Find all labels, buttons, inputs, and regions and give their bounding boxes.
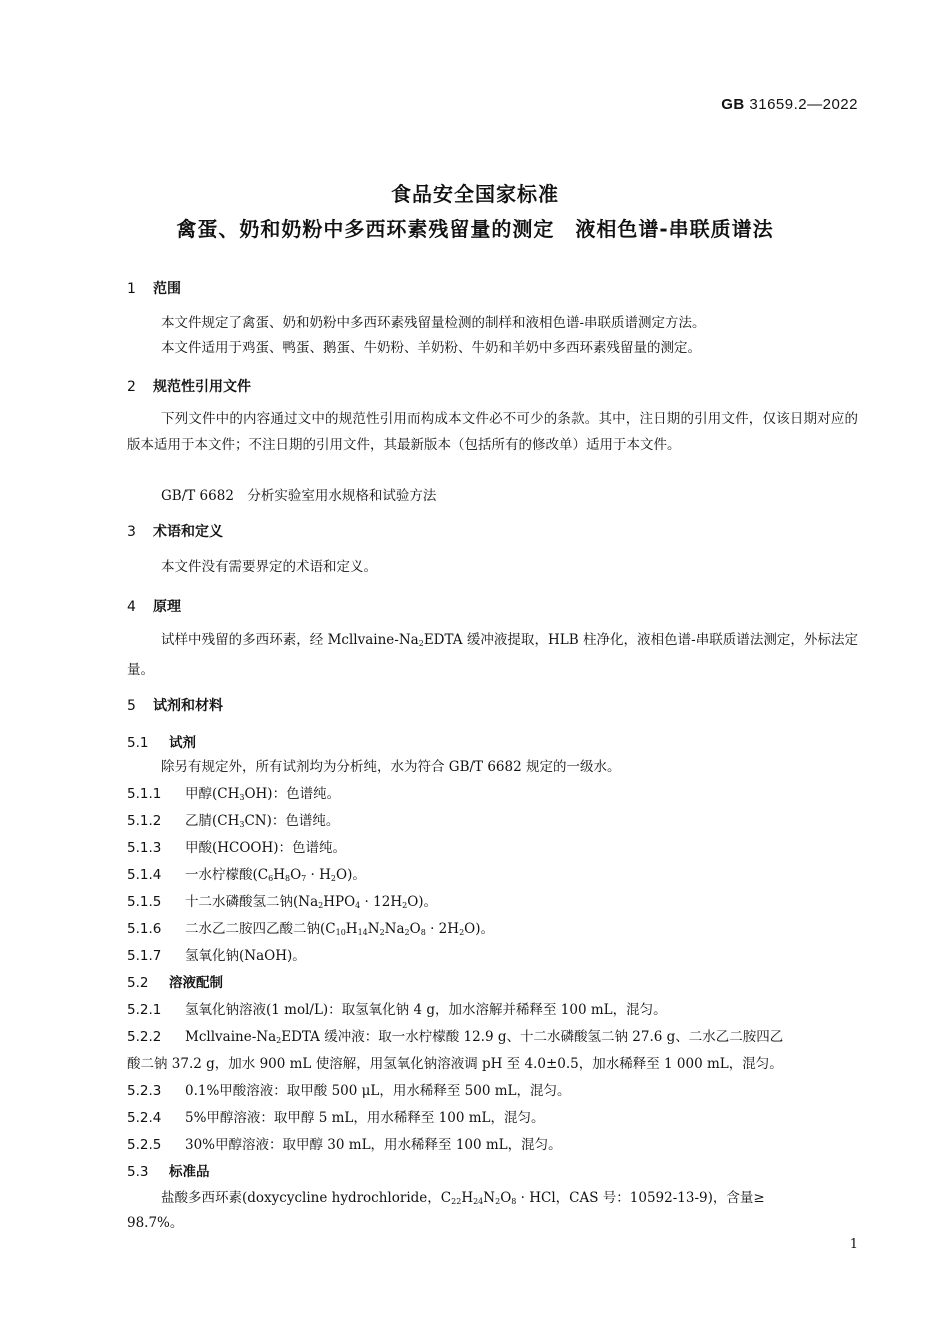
section-3-heading: 3 术语和定义	[127, 524, 223, 540]
section-3-para-1: 本文件没有需要界定的术语和定义。	[161, 559, 377, 575]
solution-item: 5.2.3 0.1%甲酸溶液：取甲酸 500 μL，用水稀释至 500 mL，混匀。	[127, 1083, 571, 1099]
section-2-heading: 2 规范性引用文件	[127, 379, 251, 395]
section-1-para-2: 本文件适用于鸡蛋、鸭蛋、鹅蛋、牛奶粉、羊奶粉、牛奶和羊奶中多西环素残留量的测定。	[161, 340, 701, 356]
clause-5-2-heading: 5.2 溶液配制	[127, 975, 223, 991]
section-5-heading: 5 试剂和材料	[127, 698, 223, 714]
solution-item: 5.2.2 Mcllvaine-$Na_2EDTA$ 缓冲液：取一水柠檬酸 12.9 g、十二水磷酸氢二钠 27.6 g、二水乙二胺四乙	[127, 1029, 784, 1045]
reagent-item: 5.1.5 十二水磷酸氢二钠$(Na_2HPO_4 \cdot 12H_2O)$。	[127, 894, 438, 910]
normative-reference: GB/T 6682 分析实验室用水规格和试验方法	[161, 488, 437, 504]
standard-substance-para-continued: 98.7%。	[127, 1215, 184, 1231]
standard-substance-para: 盐酸多西环素(doxycycline hydrochloride，$C_{22}H_{24}N_2O_8$ · HCl，CAS 号：10592-13-9)，含量≥	[161, 1190, 765, 1206]
section-1-heading: 1 范围	[127, 281, 181, 297]
reagent-item: 5.1.4 一水柠檬酸$(C_6H_8O_7 \cdot H_2O)$。	[127, 867, 366, 883]
solution-item: 5.2.4 5%甲醇溶液：取甲醇 5 mL，用水稀释至 100 mL，混匀。	[127, 1110, 545, 1126]
page-number: 1	[849, 1237, 858, 1252]
document-title-line2: 禽蛋、奶和奶粉中多西环素残留量的测定 液相色谱-串联质谱法	[176, 217, 774, 241]
section-1-para-1: 本文件规定了禽蛋、奶和奶粉中多西环素残留量检测的制样和液相色谱-串联质谱测定方法。	[161, 315, 706, 331]
reagent-item: 5.1.1 甲醇$(CH_3OH)$：色谱纯。	[127, 786, 341, 802]
solution-item: 5.2.1 氢氧化钠溶液(1 mol/L)：取氢氧化钠 4 g，加水溶解并稀释至 100 mL，混匀。	[127, 1002, 667, 1018]
clause-5-3-heading: 5.3 标准品	[127, 1164, 210, 1180]
solution-item-continued: 酸二钠 37.2 g，加水 900 mL 使溶解，用氢氧化钠溶液调 pH 至 4.0±0.5，加水稀释至 1 000 mL，混匀。	[127, 1056, 783, 1072]
document-title-line1: 食品安全国家标准	[391, 182, 559, 206]
section-4-heading: 4 原理	[127, 599, 181, 615]
solution-item: 5.2.5 30%甲醇溶液：取甲醇 30 mL，用水稀释至 100 mL，混匀。	[127, 1137, 562, 1153]
section-4-para-1: 试样中残留的多西环素，经 Mcllvaine-$Na_2EDTA$ 缓冲液提取，HLB 柱净化，液相色谱-串联质谱法测定，外标法定量。	[127, 632, 858, 678]
standard-number: GB 31659.2—2022	[721, 96, 858, 113]
clause-5-1-heading: 5.1 试剂	[127, 735, 196, 751]
reagent-item: 5.1.6 二水乙二胺四乙酸二钠$(C_{10}H_{14}N_2Na_2O_8 \cdot 2H_2O)$。	[127, 921, 494, 937]
section-2-para-1: 下列文件中的内容通过文中的规范性引用而构成本文件必不可少的条款。其中，注日期的引用文件，仅该日期对应的版本适用于本文件；不注日期的引用文件，其最新版本（包括所有的修改单）适用于本文件。	[127, 411, 858, 453]
clause-5-1-para: 除另有规定外，所有试剂均为分析纯，水为符合 GB/T 6682 规定的一级水。	[161, 759, 621, 775]
reagent-item: 5.1.3 甲酸(HCOOH)：色谱纯。	[127, 840, 347, 856]
reagent-item: 5.1.2 乙腈$(CH_3CN)$：色谱纯。	[127, 813, 340, 829]
reagent-item: 5.1.7 氢氧化钠(NaOH)。	[127, 948, 306, 964]
